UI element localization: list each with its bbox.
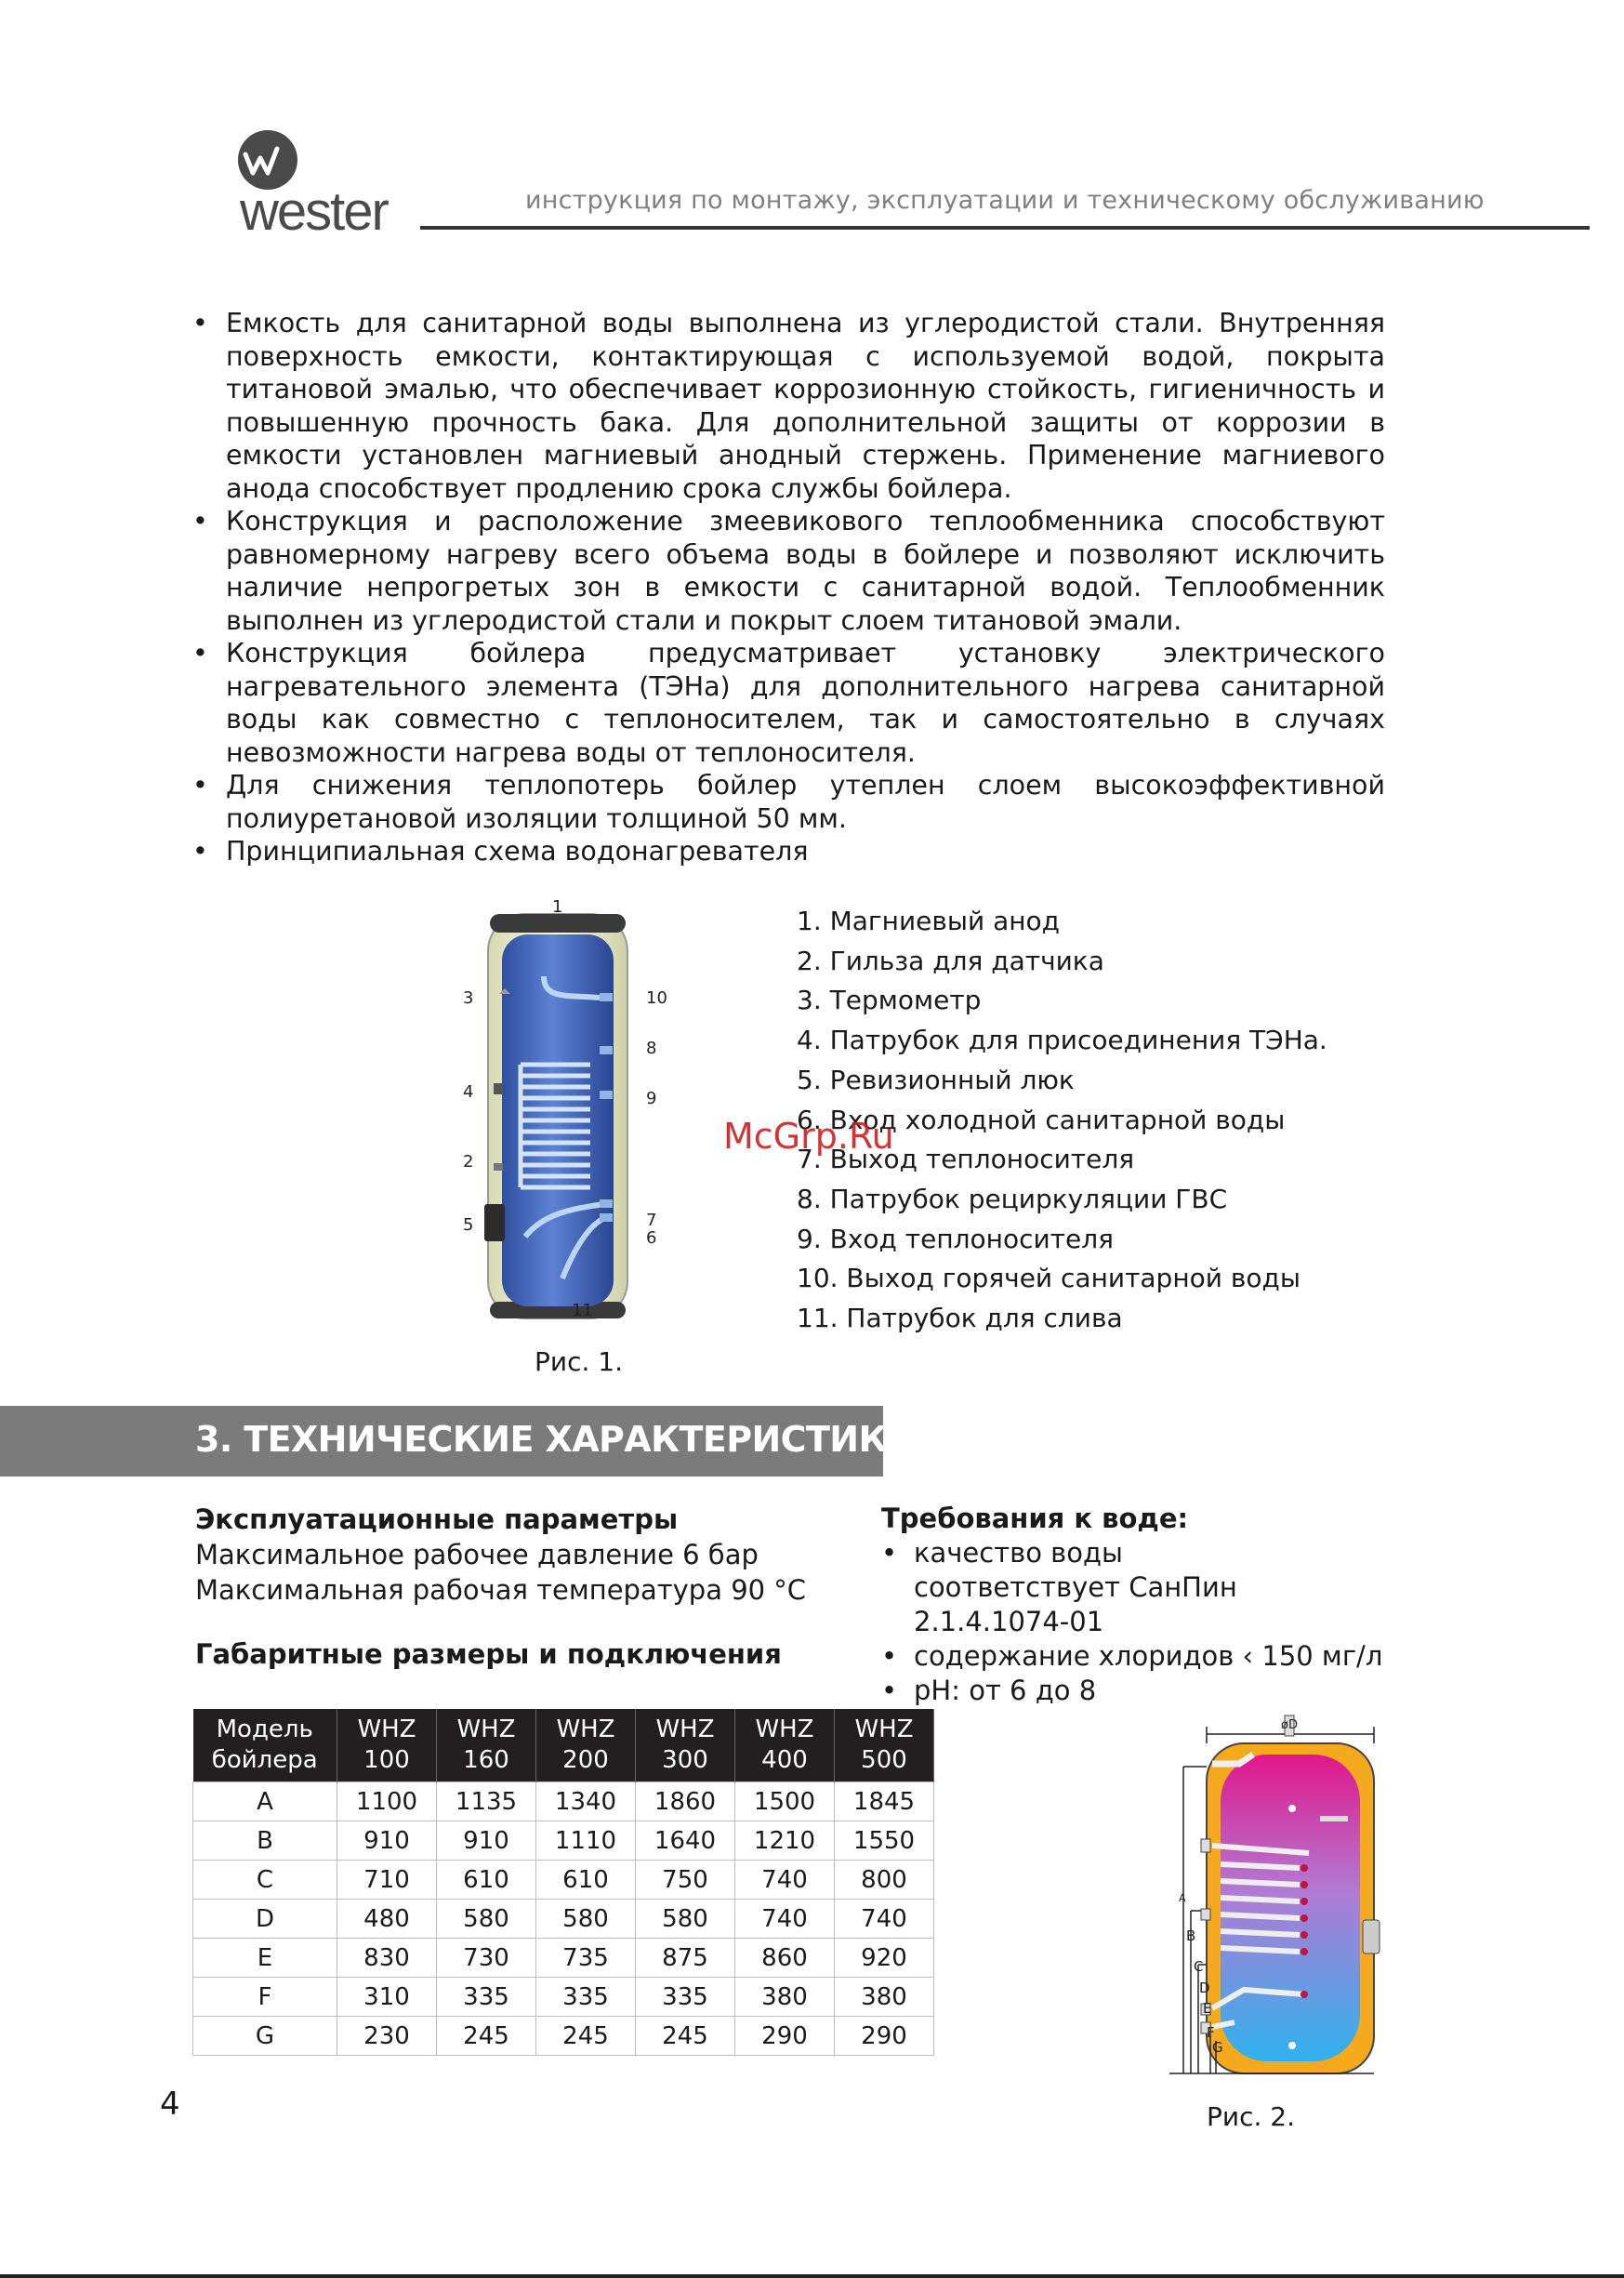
dimension-value-cell: 245 bbox=[437, 2017, 536, 2056]
water-item: • качество воды соответствует СанПин 2.1.4.1074-01 bbox=[881, 1536, 1276, 1639]
intro-bullet: • Емкость для санитарной воды выполнена из углеродистой стали. Внутренняя поверхность емкости, контактирующая с используемой водой, покрыта титановой эмалью, что обеспечивает коррозионную стойкость, гигиеничность и повышенную прочность бака. Для дополнительной защиты от коррозии в емкости установлен магниевый анодный стержень. Применение магниевого анода способствует продлению срока службы бойлера. bbox=[191, 307, 1385, 505]
table-header-cell: WHZ 100 bbox=[337, 1709, 437, 1782]
dimension-label-cell: F bbox=[193, 1978, 337, 2017]
dimension-value-cell: 920 bbox=[835, 1939, 934, 1978]
legend-item: 2. Гильза для датчика bbox=[797, 945, 1104, 976]
dimension-value-cell: 740 bbox=[735, 1900, 835, 1939]
intro-bullet-list bbox=[191, 307, 1385, 868]
dimension-label-cell: D bbox=[193, 1900, 337, 1939]
callout-5: 5 bbox=[463, 1215, 474, 1235]
dimension-value-cell: 1550 bbox=[835, 1821, 934, 1861]
table-row bbox=[193, 1821, 934, 1861]
legend-item: 7. Выход теплоносителя bbox=[797, 1144, 1135, 1175]
label-a: A bbox=[1179, 1892, 1186, 1904]
intro-bullet: • Конструкция и расположение змеевикового теплообменника способствуют равномерному нагреву всего объема воды в бойлере и позволяют исключить наличие непрогретых зон в емкости с санитарной водой. Теплообменник выполнен из углеродистой стали и покрыт слоем титановой эмали. bbox=[191, 505, 1385, 637]
callout-9: 9 bbox=[646, 1089, 657, 1108]
table-row bbox=[193, 2017, 934, 2056]
dimension-value-cell: 480 bbox=[337, 1900, 437, 1939]
dimension-value-cell: 1860 bbox=[636, 1782, 735, 1821]
dimension-value-cell: 610 bbox=[536, 1861, 636, 1900]
callout-7: 7 bbox=[646, 1211, 657, 1230]
document-header-title: инструкция по монтажу, эксплуатации и техническому обслуживанию bbox=[525, 186, 1485, 215]
dimension-value-cell: 1340 bbox=[536, 1782, 636, 1821]
table-row bbox=[193, 1782, 934, 1821]
callout-6: 6 bbox=[646, 1228, 657, 1248]
table-row bbox=[193, 1939, 934, 1978]
section-title: 3. ТЕХНИЧЕСКИЕ ХАРАКТЕРИСТИКИ bbox=[195, 1419, 917, 1460]
watermark: McGrp.Ru bbox=[723, 1116, 894, 1157]
callout-8: 8 bbox=[646, 1039, 657, 1058]
dimension-value-cell: 1135 bbox=[437, 1782, 536, 1821]
intro-bullet: • Для снижения теплопотерь бойлер утеплен слоем высокоэффективной полиуретановой изоляции толщиной 50 мм. bbox=[191, 769, 1385, 835]
label-b: B bbox=[1186, 1927, 1196, 1944]
table-row bbox=[193, 1861, 934, 1900]
dimension-value-cell: 335 bbox=[536, 1978, 636, 2017]
dimension-label-cell: G bbox=[193, 2017, 337, 2056]
dimension-value-cell: 380 bbox=[835, 1978, 934, 2017]
table-header-cell: WHZ 400 bbox=[735, 1709, 835, 1782]
legend-item: 11. Патрубок для слива bbox=[797, 1303, 1123, 1334]
legend-item: 4. Патрубок для присоединения ТЭНа. bbox=[797, 1025, 1327, 1056]
dimension-value-cell: 245 bbox=[636, 2017, 735, 2056]
figure-2-caption: Рис. 2. bbox=[1207, 2101, 1295, 2132]
dimension-value-cell: 230 bbox=[337, 2017, 437, 2056]
water-requirements-list bbox=[881, 1536, 1382, 1708]
dimension-value-cell: 290 bbox=[735, 2017, 835, 2056]
callout-11: 11 bbox=[572, 1301, 593, 1320]
dimension-value-cell: 380 bbox=[735, 1978, 835, 2017]
dimension-value-cell: 910 bbox=[337, 1821, 437, 1861]
dimension-value-cell: 910 bbox=[437, 1821, 536, 1861]
dimension-value-cell: 290 bbox=[835, 2017, 934, 2056]
dimension-value-cell: 800 bbox=[835, 1861, 934, 1900]
svg-text:wester: wester bbox=[240, 181, 388, 237]
dimension-value-cell: 710 bbox=[337, 1861, 437, 1900]
label-c: C bbox=[1194, 1958, 1204, 1975]
dimensions-table bbox=[192, 1709, 934, 2056]
water-item: • pH: от 6 до 8 bbox=[881, 1674, 1382, 1708]
callout-4: 4 bbox=[463, 1082, 474, 1102]
table-row bbox=[193, 1978, 934, 2017]
table-header-cell: Модель бойлера bbox=[193, 1709, 337, 1782]
water-heading: Требования к воде: bbox=[881, 1503, 1189, 1534]
dimension-value-cell: 580 bbox=[437, 1900, 536, 1939]
intro-bullet: • Принципиальная схема водонагревателя bbox=[191, 835, 1385, 868]
legend-item: 1. Магниевый анод bbox=[797, 906, 1061, 936]
dimension-value-cell: 1110 bbox=[536, 1821, 636, 1861]
dimension-value-cell: 1500 bbox=[735, 1782, 835, 1821]
dimension-value-cell: 245 bbox=[536, 2017, 636, 2056]
dimension-value-cell: 735 bbox=[536, 1939, 636, 1978]
label-d: D bbox=[1199, 1980, 1210, 1996]
dimension-value-cell: 1210 bbox=[735, 1821, 835, 1861]
operating-parameters bbox=[195, 1502, 806, 1608]
table-header-cell: WHZ 500 bbox=[835, 1709, 934, 1782]
water-item: • содержание хлоридов ‹ 150 мг/л bbox=[881, 1639, 1382, 1674]
dimension-value-cell: 860 bbox=[735, 1939, 835, 1978]
wester-logo bbox=[232, 130, 418, 237]
dimensions-heading: Габаритные размеры и подключения bbox=[195, 1638, 782, 1670]
table-header-row bbox=[193, 1709, 934, 1782]
callout-3: 3 bbox=[463, 988, 474, 1008]
dimension-label-cell: A bbox=[193, 1782, 337, 1821]
legend-item: 10. Выход горячей санитарной воды bbox=[797, 1263, 1301, 1294]
operating-line: Максимальная рабочая температура 90 °C bbox=[195, 1574, 807, 1606]
dimension-value-cell: 610 bbox=[437, 1861, 536, 1900]
dimension-value-cell: 740 bbox=[735, 1861, 835, 1900]
water-requirements bbox=[881, 1502, 1382, 1708]
legend-item: 8. Патрубок рециркуляции ГВС bbox=[797, 1183, 1228, 1214]
dimension-value-cell: 335 bbox=[437, 1978, 536, 2017]
callout-1: 1 bbox=[552, 897, 563, 917]
label-g: G bbox=[1212, 2039, 1223, 2056]
intro-bullet: • Конструкция бойлера предусматривает установку электрического нагревательного элемента (ТЭНа) для дополнительного нагрева санитарной воды как совместно с теплоносителем, так и самостоятельно в случаях невозможности нагрева воды от теплоносителя. bbox=[191, 637, 1385, 769]
label-diameter: øD bbox=[1281, 1718, 1298, 1732]
legend-item: 3. Термометр bbox=[797, 985, 982, 1016]
dimension-value-cell: 580 bbox=[536, 1900, 636, 1939]
bottom-divider bbox=[0, 2274, 1624, 2278]
label-e: E bbox=[1203, 2000, 1212, 2017]
dimension-value-cell: 1100 bbox=[337, 1782, 437, 1821]
dimension-value-cell: 1845 bbox=[835, 1782, 934, 1821]
dimension-label-cell: C bbox=[193, 1861, 337, 1900]
table-header-cell: WHZ 200 bbox=[536, 1709, 636, 1782]
dimension-value-cell: 830 bbox=[337, 1939, 437, 1978]
callout-2: 2 bbox=[463, 1152, 474, 1172]
dimension-value-cell: 875 bbox=[636, 1939, 735, 1978]
label-f: F bbox=[1207, 2024, 1215, 2041]
legend-item: 5. Ревизионный люк bbox=[797, 1064, 1075, 1095]
dimensions-drawing bbox=[1114, 1697, 1393, 2092]
operating-heading: Эксплуатационные параметры bbox=[195, 1503, 679, 1535]
dimension-value-cell: 1640 bbox=[636, 1821, 735, 1861]
dimension-value-cell: 310 bbox=[337, 1978, 437, 2017]
page-number: 4 bbox=[160, 2086, 180, 2123]
dimension-label-cell: E bbox=[193, 1939, 337, 1978]
dimension-value-cell: 580 bbox=[636, 1900, 735, 1939]
callout-10: 10 bbox=[646, 988, 667, 1008]
table-header-cell: WHZ 160 bbox=[437, 1709, 536, 1782]
dimension-value-cell: 750 bbox=[636, 1861, 735, 1900]
operating-line: Максимальное рабочее давление 6 бар bbox=[195, 1539, 759, 1570]
dimension-value-cell: 335 bbox=[636, 1978, 735, 2017]
legend-item: 6. Вход холодной санитарной воды bbox=[797, 1104, 1286, 1135]
table-header-cell: WHZ 300 bbox=[636, 1709, 735, 1782]
dimension-value-cell: 740 bbox=[835, 1900, 934, 1939]
dimension-label-cell: B bbox=[193, 1821, 337, 1861]
dimension-value-cell: 730 bbox=[437, 1939, 536, 1978]
legend-item: 9. Вход теплоносителя bbox=[797, 1223, 1114, 1254]
table-row bbox=[193, 1900, 934, 1939]
figure-1-caption: Рис. 1. bbox=[535, 1346, 623, 1377]
boiler-schematic-figure bbox=[451, 897, 683, 1339]
header-divider bbox=[420, 226, 1590, 230]
